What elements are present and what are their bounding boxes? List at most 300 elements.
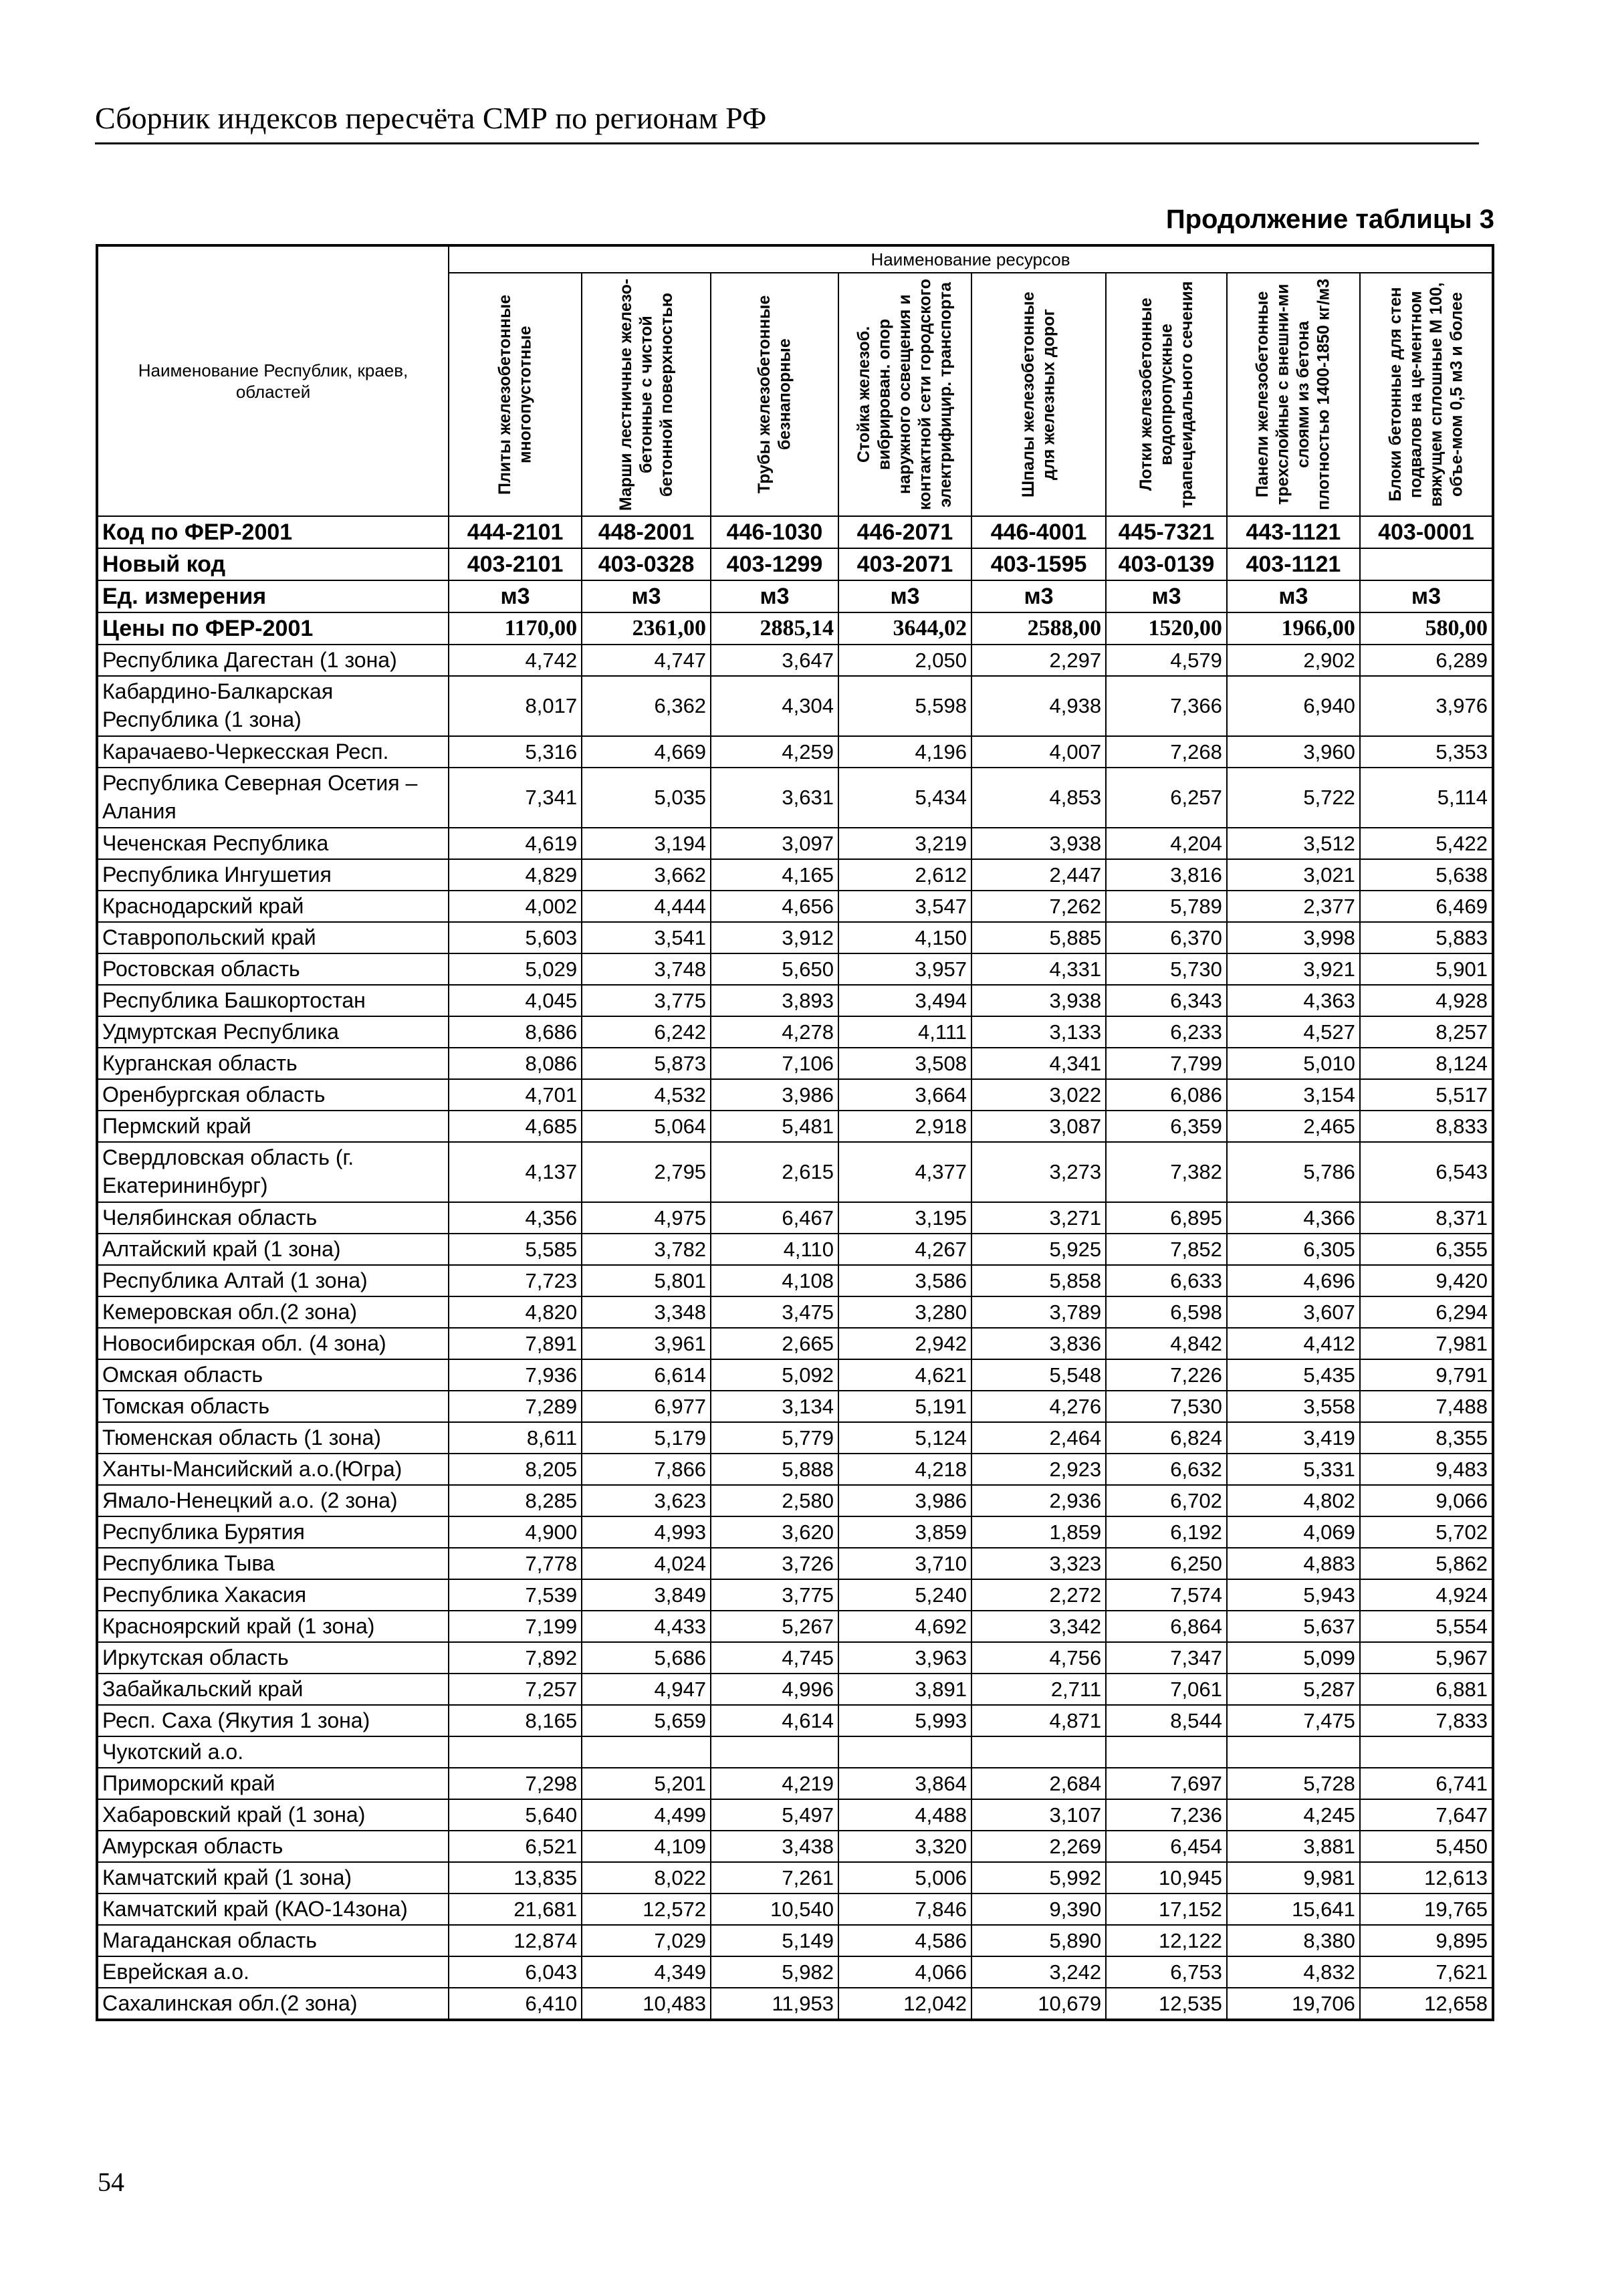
- index-value: 3,087: [971, 1111, 1106, 1142]
- column-header-text: Лотки железобетонные водопропускные трапецеидального сечения: [1136, 281, 1196, 508]
- index-value: 7,298: [449, 1768, 582, 1799]
- column-header-8: [1360, 273, 1493, 516]
- page-number: 54: [98, 2167, 124, 2197]
- new-code-row-value: 403-1299: [711, 548, 838, 580]
- index-value: 5,114: [1360, 768, 1493, 828]
- fer-code-row-value: 446-1030: [711, 516, 838, 548]
- index-value: 21,681: [449, 1893, 582, 1925]
- index-value: 4,331: [971, 953, 1106, 985]
- index-value: 10,483: [582, 1988, 711, 2020]
- index-value: 6,864: [1106, 1611, 1227, 1642]
- index-value: [711, 1736, 838, 1768]
- index-value: 5,659: [582, 1705, 711, 1736]
- index-value: 9,066: [1360, 1485, 1493, 1516]
- index-value: [971, 1736, 1106, 1768]
- fer-code-row-value: 445-7321: [1106, 516, 1227, 548]
- index-value: 4,621: [838, 1359, 971, 1391]
- index-value: 4,701: [449, 1079, 582, 1111]
- index-value: 3,891: [838, 1674, 971, 1705]
- index-value: 7,475: [1227, 1705, 1360, 1736]
- index-value: 5,686: [582, 1642, 711, 1674]
- index-value: 4,527: [1227, 1016, 1360, 1048]
- region-name: Республика Хакасия: [97, 1579, 449, 1611]
- index-value: 7,697: [1106, 1768, 1227, 1799]
- index-value: 3,748: [582, 953, 711, 985]
- unit-row-value: м3: [1106, 580, 1227, 612]
- index-value: 5,598: [838, 676, 971, 736]
- index-value: 7,778: [449, 1548, 582, 1579]
- index-value: 2,297: [971, 645, 1106, 676]
- index-value: 5,992: [971, 1862, 1106, 1893]
- index-value: 4,871: [971, 1705, 1106, 1736]
- index-value: 10,540: [711, 1893, 838, 1925]
- index-value: 3,154: [1227, 1079, 1360, 1111]
- table-row: [97, 1111, 1493, 1142]
- index-value: 6,242: [582, 1016, 711, 1048]
- region-name: Карачаево-Черкесская Респ.: [97, 736, 449, 768]
- index-value: 4,975: [582, 1202, 711, 1234]
- index-value: 3,323: [971, 1548, 1106, 1579]
- index-value: 5,191: [838, 1391, 971, 1422]
- index-value: 5,010: [1227, 1048, 1360, 1079]
- index-value: 7,799: [1106, 1048, 1227, 1079]
- region-name: Иркутская область: [97, 1642, 449, 1674]
- index-value: 6,940: [1227, 676, 1360, 736]
- region-name: Чукотский а.о.: [97, 1736, 449, 1768]
- index-value: 4,111: [838, 1016, 971, 1048]
- index-value: 12,122: [1106, 1925, 1227, 1956]
- region-name: Краснодарский край: [97, 891, 449, 922]
- region-name: Республика Бурятия: [97, 1516, 449, 1548]
- region-name: Респ. Саха (Якутия 1 зона): [97, 1705, 449, 1736]
- column-header-text: Панели железобетонные трехслойные с внешни-ми слоями из бетона плотностью 1400-1850 кг/м3: [1253, 278, 1333, 511]
- index-value: 6,467: [711, 1202, 838, 1234]
- index-value: 10,945: [1106, 1862, 1227, 1893]
- index-value: 3,912: [711, 922, 838, 953]
- new-code-row-value: 403-1595: [971, 548, 1106, 580]
- index-value: 6,250: [1106, 1548, 1227, 1579]
- index-value: 4,267: [838, 1234, 971, 1265]
- index-value: 6,633: [1106, 1265, 1227, 1296]
- index-value: 3,859: [838, 1516, 971, 1548]
- index-value: 7,621: [1360, 1956, 1493, 1988]
- index-value: 9,420: [1360, 1265, 1493, 1296]
- index-value: 4,366: [1227, 1202, 1360, 1234]
- table-row: [97, 645, 1493, 676]
- index-value: 3,558: [1227, 1391, 1360, 1422]
- index-value: 8,380: [1227, 1925, 1360, 1956]
- index-value: 5,287: [1227, 1674, 1360, 1705]
- region-name: Ростовская область: [97, 953, 449, 985]
- index-value: 3,998: [1227, 922, 1360, 953]
- index-value: 5,885: [971, 922, 1106, 953]
- index-value: 4,820: [449, 1296, 582, 1328]
- index-value: 4,883: [1227, 1548, 1360, 1579]
- index-value: 8,355: [1360, 1422, 1493, 1454]
- index-value: 3,097: [711, 828, 838, 859]
- index-value: 7,539: [449, 1579, 582, 1611]
- index-value: 4,586: [838, 1925, 971, 1956]
- price-row-value: 2361,00: [582, 612, 711, 645]
- index-value: 3,664: [838, 1079, 971, 1111]
- unit-row: [97, 580, 1493, 612]
- region-name: Забайкальский край: [97, 1674, 449, 1705]
- index-value: 8,124: [1360, 1048, 1493, 1079]
- region-name: Томская область: [97, 1391, 449, 1422]
- index-value: 4,259: [711, 736, 838, 768]
- table-row: [97, 768, 1493, 828]
- index-value: 5,730: [1106, 953, 1227, 985]
- table-row: [97, 1893, 1493, 1925]
- index-value: 1,859: [971, 1516, 1106, 1548]
- new-code-row-value: 403-2071: [838, 548, 971, 580]
- index-value: 4,853: [971, 768, 1106, 828]
- index-value: 5,124: [838, 1422, 971, 1454]
- index-value: 8,686: [449, 1016, 582, 1048]
- index-value: 12,613: [1360, 1862, 1493, 1893]
- table-row: [97, 1359, 1493, 1391]
- index-value: 7,846: [838, 1893, 971, 1925]
- index-value: 2,902: [1227, 645, 1360, 676]
- index-value: 4,829: [449, 859, 582, 891]
- index-value: 3,775: [711, 1579, 838, 1611]
- index-value: 5,316: [449, 736, 582, 768]
- index-value: 5,517: [1360, 1079, 1493, 1111]
- index-value: 5,728: [1227, 1768, 1360, 1799]
- index-value: 5,943: [1227, 1579, 1360, 1611]
- index-value: 8,285: [449, 1485, 582, 1516]
- index-value: 3,710: [838, 1548, 971, 1579]
- new-code-row-value: 403-2101: [449, 548, 582, 580]
- index-value: 7,530: [1106, 1391, 1227, 1422]
- index-value: 4,304: [711, 676, 838, 736]
- index-value: 7,061: [1106, 1674, 1227, 1705]
- table-row: [97, 828, 1493, 859]
- region-name: Республика Башкортостан: [97, 985, 449, 1016]
- index-value: 4,924: [1360, 1579, 1493, 1611]
- index-value: 12,572: [582, 1893, 711, 1925]
- index-value: 19,706: [1227, 1988, 1360, 2020]
- index-value: 6,359: [1106, 1111, 1227, 1142]
- new-code-row: [97, 548, 1493, 580]
- index-value: 3,133: [971, 1016, 1106, 1048]
- unit-row-value: м3: [1227, 580, 1360, 612]
- index-value: 9,895: [1360, 1925, 1493, 1956]
- index-value: [1360, 1736, 1493, 1768]
- index-value: 5,585: [449, 1234, 582, 1265]
- index-value: 4,278: [711, 1016, 838, 1048]
- index-value: 5,925: [971, 1234, 1106, 1265]
- index-value: 8,165: [449, 1705, 582, 1736]
- index-value: 2,711: [971, 1674, 1106, 1705]
- index-value: 15,641: [1227, 1893, 1360, 1925]
- index-value: 7,226: [1106, 1359, 1227, 1391]
- index-value: 5,873: [582, 1048, 711, 1079]
- index-value: 6,355: [1360, 1234, 1493, 1265]
- region-name: Магаданская область: [97, 1925, 449, 1956]
- new-code-row-value: 403-0139: [1106, 548, 1227, 580]
- index-value: 3,836: [971, 1328, 1106, 1359]
- table-row: [97, 736, 1493, 768]
- index-value: 4,150: [838, 922, 971, 953]
- index-value: 3,273: [971, 1142, 1106, 1202]
- index-value: 12,042: [838, 1988, 971, 2020]
- unit-row-value: м3: [838, 580, 971, 612]
- index-value: 2,377: [1227, 891, 1360, 922]
- index-value: 5,434: [838, 768, 971, 828]
- index-value: 4,747: [582, 645, 711, 676]
- table-row: [97, 1079, 1493, 1111]
- region-name: Удмуртская Республика: [97, 1016, 449, 1048]
- index-value: 4,742: [449, 645, 582, 676]
- region-column-header: Наименование Республик, краев, областей: [97, 245, 449, 516]
- index-value: 4,669: [582, 736, 711, 768]
- index-value: 4,619: [449, 828, 582, 859]
- index-value: 7,574: [1106, 1579, 1227, 1611]
- index-value: 8,086: [449, 1048, 582, 1079]
- index-value: 4,218: [838, 1454, 971, 1485]
- fer-code-row-value: 448-2001: [582, 516, 711, 548]
- index-value: 6,410: [449, 1988, 582, 2020]
- index-value: 5,092: [711, 1359, 838, 1391]
- column-header-2: [582, 273, 711, 516]
- unit-row-value: м3: [971, 580, 1106, 612]
- index-value: 6,824: [1106, 1422, 1227, 1454]
- index-value: 7,488: [1360, 1391, 1493, 1422]
- index-value: 7,106: [711, 1048, 838, 1079]
- region-name: Камчатский край (1 зона): [97, 1862, 449, 1893]
- column-header-text: Трубы железобетонные безнапорные: [755, 295, 794, 494]
- region-name: Красноярский край (1 зона): [97, 1611, 449, 1642]
- index-value: 4,363: [1227, 985, 1360, 1016]
- table-row: [97, 1234, 1493, 1265]
- index-value: 4,377: [838, 1142, 971, 1202]
- index-value: 5,481: [711, 1111, 838, 1142]
- index-value: 5,099: [1227, 1642, 1360, 1674]
- index-value: 4,007: [971, 736, 1106, 768]
- index-value: 3,986: [838, 1485, 971, 1516]
- index-value: 4,938: [971, 676, 1106, 736]
- index-value: 3,961: [582, 1328, 711, 1359]
- index-value: 7,852: [1106, 1234, 1227, 1265]
- index-value: 6,343: [1106, 985, 1227, 1016]
- table-row: [97, 1736, 1493, 1768]
- index-value: 3,960: [1227, 736, 1360, 768]
- index-value: 4,499: [582, 1799, 711, 1831]
- index-value: 7,891: [449, 1328, 582, 1359]
- index-value: 7,029: [582, 1925, 711, 1956]
- index-value: 17,152: [1106, 1893, 1227, 1925]
- index-value: 4,204: [1106, 828, 1227, 859]
- index-value: 4,356: [449, 1202, 582, 1234]
- region-name: Камчатский край (КАО-14зона): [97, 1893, 449, 1925]
- index-value: 6,043: [449, 1956, 582, 1988]
- region-name: Чеченская Республика: [97, 828, 449, 859]
- column-header-text: Марши лестничные железо-бетонные с чистой бетонной поверхностью: [616, 278, 676, 511]
- index-value: 2,580: [711, 1485, 838, 1516]
- index-value: 5,993: [838, 1705, 971, 1736]
- index-value: 5,149: [711, 1925, 838, 1956]
- index-value: 2,050: [838, 645, 971, 676]
- region-name: Республика Северная Осетия – Алания: [97, 768, 449, 828]
- index-value: 9,981: [1227, 1862, 1360, 1893]
- region-name: Ханты-Мансийский а.о.(Югра): [97, 1454, 449, 1485]
- table-row: [97, 1956, 1493, 1988]
- region-name: Омская область: [97, 1359, 449, 1391]
- unit-row-value: м3: [449, 580, 582, 612]
- index-value: 5,801: [582, 1265, 711, 1296]
- index-value: 6,521: [449, 1831, 582, 1862]
- index-value: 5,883: [1360, 922, 1493, 953]
- index-value: 5,982: [711, 1956, 838, 1988]
- index-value: 7,262: [971, 891, 1106, 922]
- index-value: 5,064: [582, 1111, 711, 1142]
- index-value: 3,623: [582, 1485, 711, 1516]
- column-header-3: [711, 273, 838, 516]
- index-value: 3,957: [838, 953, 971, 985]
- index-value: 2,269: [971, 1831, 1106, 1862]
- index-value: 2,684: [971, 1768, 1106, 1799]
- index-value: 5,422: [1360, 828, 1493, 859]
- index-value: 4,002: [449, 891, 582, 922]
- index-value: 3,342: [971, 1611, 1106, 1642]
- index-value: 3,782: [582, 1234, 711, 1265]
- index-value: 12,658: [1360, 1988, 1493, 2020]
- index-value: 4,245: [1227, 1799, 1360, 1831]
- index-value: 9,791: [1360, 1359, 1493, 1391]
- table-row: [97, 1016, 1493, 1048]
- index-value: 3,320: [838, 1831, 971, 1862]
- index-value: [449, 1736, 582, 1768]
- index-value: 6,233: [1106, 1016, 1227, 1048]
- price-row-value: 1966,00: [1227, 612, 1360, 645]
- index-value: 9,390: [971, 1893, 1106, 1925]
- table-row: [97, 1048, 1493, 1079]
- index-value: 4,488: [838, 1799, 971, 1831]
- new-code-row-value: 403-0328: [582, 548, 711, 580]
- index-value: 8,371: [1360, 1202, 1493, 1234]
- table-row: [97, 1142, 1493, 1202]
- table-row: [97, 985, 1493, 1016]
- table-row: [97, 1548, 1493, 1579]
- index-value: 7,341: [449, 768, 582, 828]
- index-value: 3,893: [711, 985, 838, 1016]
- index-value: 4,745: [711, 1642, 838, 1674]
- region-name: Кемеровская обл.(2 зона): [97, 1296, 449, 1328]
- index-value: 5,201: [582, 1768, 711, 1799]
- index-value: 7,647: [1360, 1799, 1493, 1831]
- table-row: [97, 1265, 1493, 1296]
- column-header-5: [971, 273, 1106, 516]
- index-value: 9,483: [1360, 1454, 1493, 1485]
- index-value: 5,862: [1360, 1548, 1493, 1579]
- index-value: 5,637: [1227, 1611, 1360, 1642]
- index-value: 3,219: [838, 828, 971, 859]
- table-row: [97, 953, 1493, 985]
- table-row: [97, 1391, 1493, 1422]
- table-row: [97, 891, 1493, 922]
- index-value: 3,963: [838, 1642, 971, 1674]
- unit-row-value: м3: [711, 580, 838, 612]
- index-value: 3,976: [1360, 676, 1493, 736]
- index-table: [96, 244, 1494, 2021]
- table-row: [97, 1422, 1493, 1454]
- region-name: Республика Ингушетия: [97, 859, 449, 891]
- index-value: 4,996: [711, 1674, 838, 1705]
- index-value: 4,219: [711, 1768, 838, 1799]
- index-value: 3,816: [1106, 859, 1227, 891]
- index-value: 4,532: [582, 1079, 711, 1111]
- index-value: 6,469: [1360, 891, 1493, 922]
- fer-code-row-label: Код по ФЕР-2001: [97, 516, 449, 548]
- column-header-1: [449, 273, 582, 516]
- index-value: 4,165: [711, 859, 838, 891]
- index-value: 4,928: [1360, 985, 1493, 1016]
- index-value: 3,541: [582, 922, 711, 953]
- index-value: 4,802: [1227, 1485, 1360, 1516]
- region-name: Республика Тыва: [97, 1548, 449, 1579]
- index-value: 4,066: [838, 1956, 971, 1988]
- index-value: 5,450: [1360, 1831, 1493, 1862]
- region-name: Алтайский край (1 зона): [97, 1234, 449, 1265]
- index-value: 7,289: [449, 1391, 582, 1422]
- index-value: 3,271: [971, 1202, 1106, 1234]
- index-value: 8,257: [1360, 1016, 1493, 1048]
- index-value: 12,874: [449, 1925, 582, 1956]
- index-value: 3,620: [711, 1516, 838, 1548]
- resources-group-header: Наименование ресурсов: [449, 245, 1493, 273]
- index-value: 4,756: [971, 1642, 1106, 1674]
- index-value: 5,901: [1360, 953, 1493, 985]
- column-header-6: [1106, 273, 1227, 516]
- table-row: [97, 676, 1493, 736]
- index-value: 6,086: [1106, 1079, 1227, 1111]
- index-value: 4,109: [582, 1831, 711, 1862]
- table-row: [97, 1925, 1493, 1956]
- index-value: 5,789: [1106, 891, 1227, 922]
- index-value: 6,294: [1360, 1296, 1493, 1328]
- index-value: 3,647: [711, 645, 838, 676]
- column-header-text: Блоки бетонные для стен подвалов на це-ментном вяжущем сплошные М 100, объе-мом 0,5 м3 и более: [1385, 282, 1466, 507]
- index-value: 4,579: [1106, 645, 1227, 676]
- index-value: 2,447: [971, 859, 1106, 891]
- index-value: 4,685: [449, 1111, 582, 1142]
- column-header-text: Шпалы железобетонные для железных дорог: [1019, 292, 1058, 497]
- index-value: 8,017: [449, 676, 582, 736]
- index-value: 5,435: [1227, 1359, 1360, 1391]
- region-name: Оренбургская область: [97, 1079, 449, 1111]
- table-row: [97, 1516, 1493, 1548]
- index-value: 4,024: [582, 1548, 711, 1579]
- region-name: Республика Дагестан (1 зона): [97, 645, 449, 676]
- index-value: 4,137: [449, 1142, 582, 1202]
- index-value: 5,786: [1227, 1142, 1360, 1202]
- index-value: 6,370: [1106, 922, 1227, 953]
- table-row: [97, 1988, 1493, 2020]
- index-value: [1227, 1736, 1360, 1768]
- index-value: 7,866: [582, 1454, 711, 1485]
- index-value: 3,022: [971, 1079, 1106, 1111]
- index-value: 2,665: [711, 1328, 838, 1359]
- index-value: 6,881: [1360, 1674, 1493, 1705]
- index-value: 4,947: [582, 1674, 711, 1705]
- price-row-value: 1170,00: [449, 612, 582, 645]
- index-value: 5,967: [1360, 1642, 1493, 1674]
- table-continuation-label: Продолжение таблицы 3: [1165, 205, 1494, 234]
- index-value: 3,938: [971, 985, 1106, 1016]
- index-value: 5,888: [711, 1454, 838, 1485]
- index-value: 6,454: [1106, 1831, 1227, 1862]
